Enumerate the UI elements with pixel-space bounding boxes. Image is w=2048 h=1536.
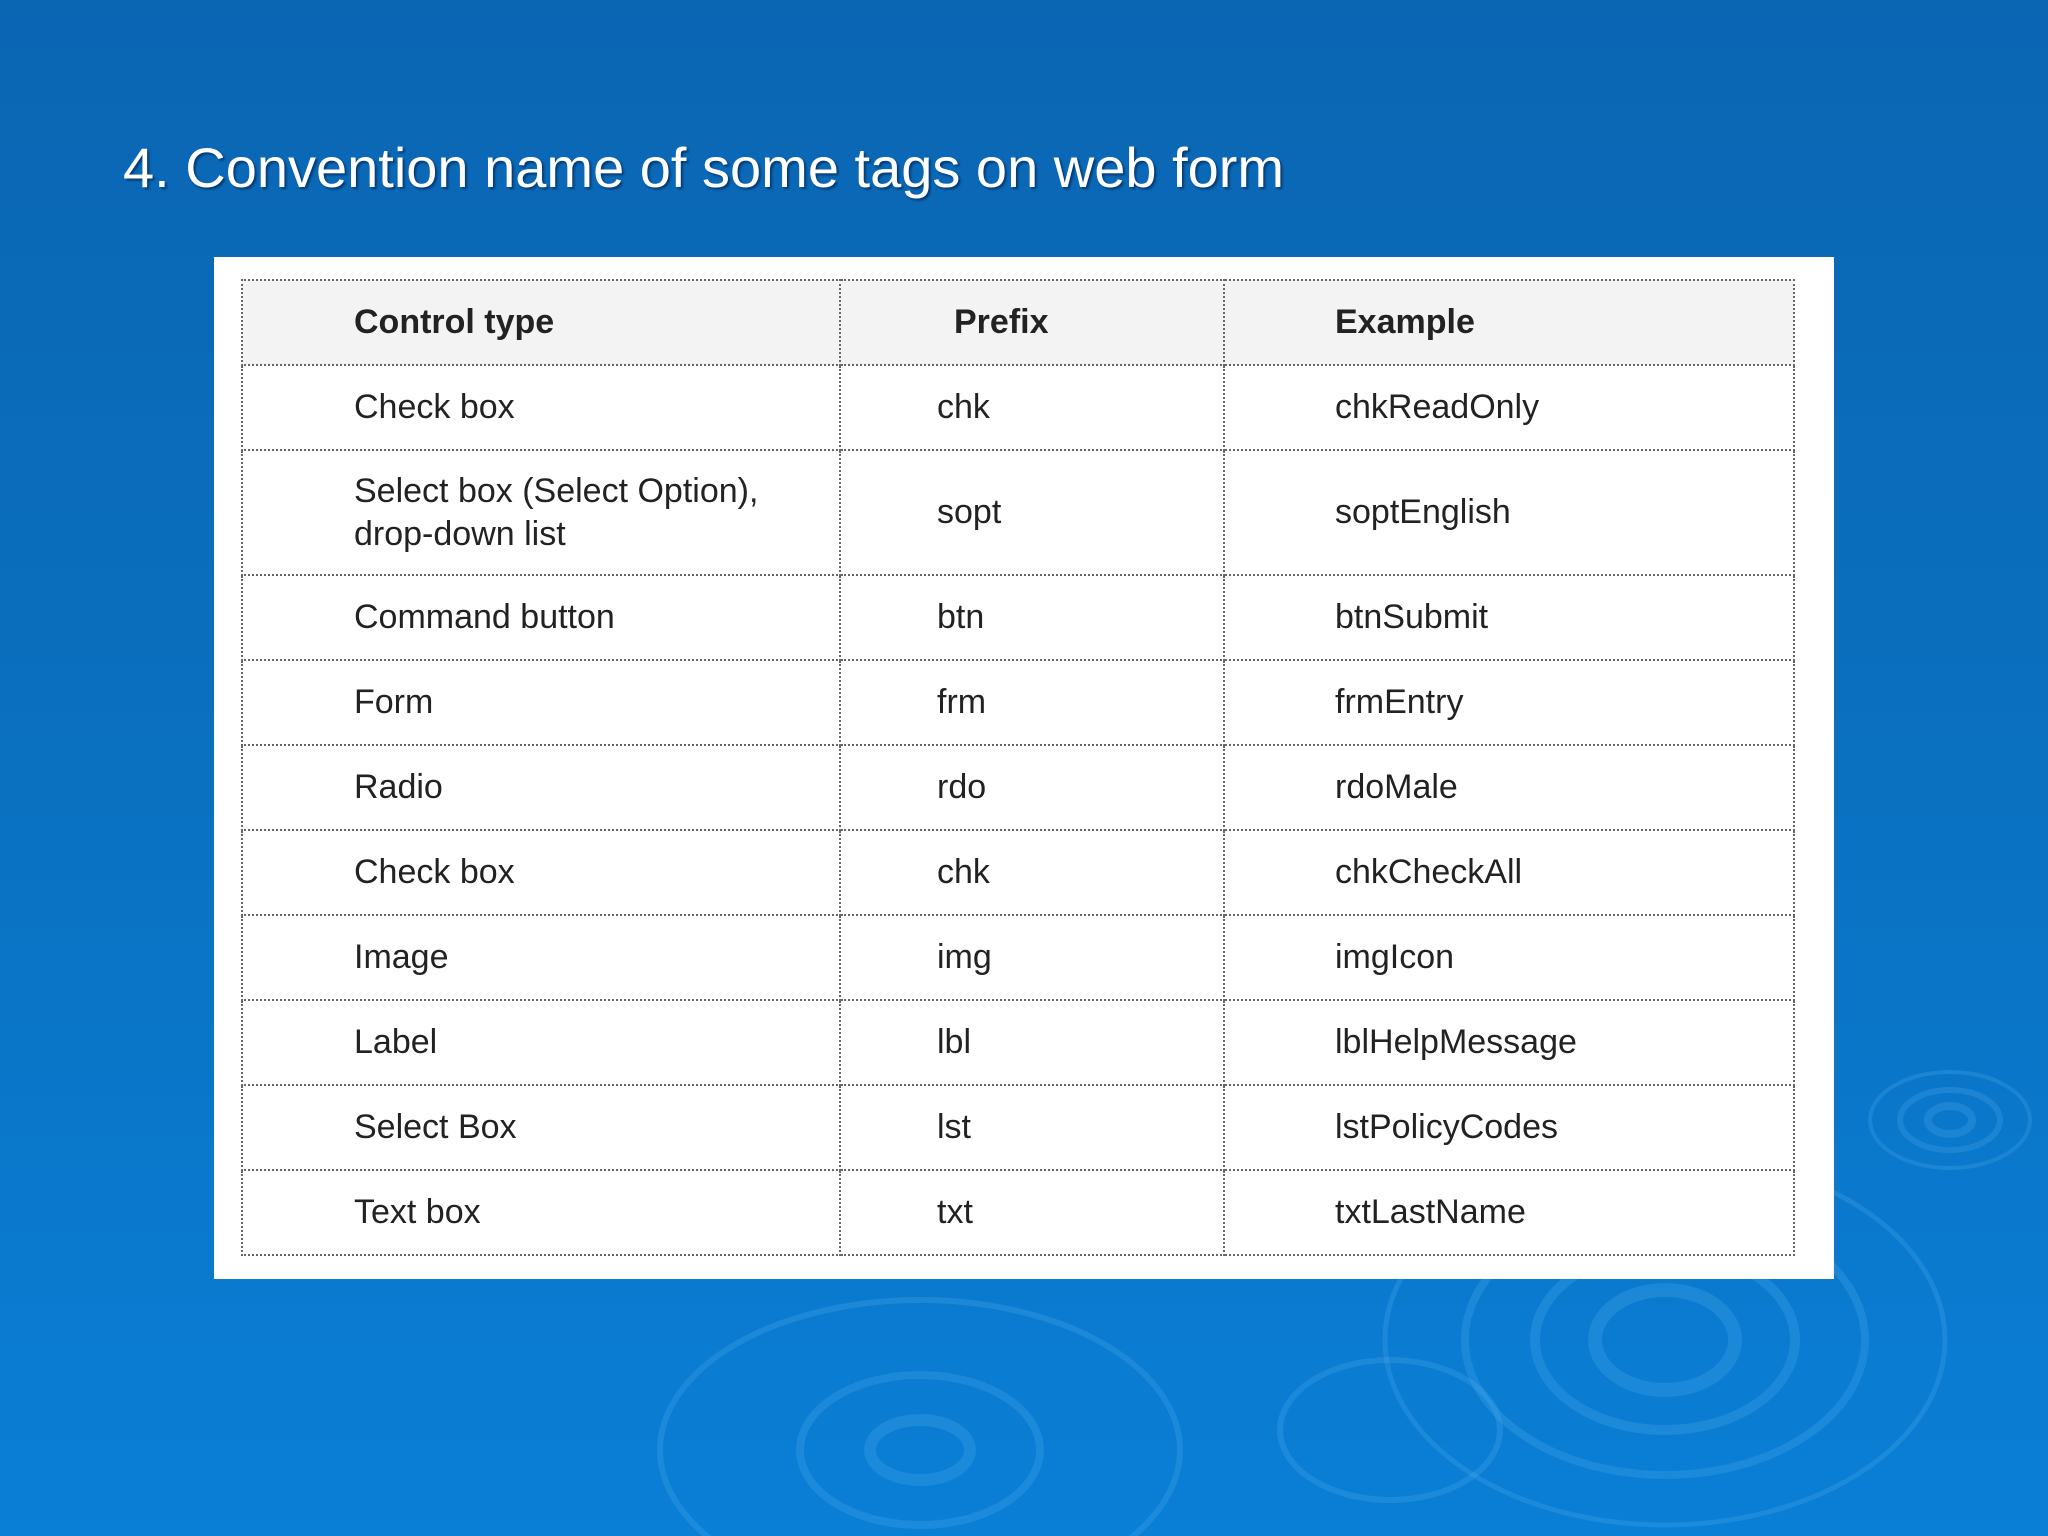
table-row (242, 830, 1794, 915)
cell-prefix: img (840, 915, 1224, 1000)
cell-control-type: Radio (242, 745, 840, 830)
cell-control-type: Command button (242, 575, 840, 660)
cell-example: txtLastName (1224, 1170, 1794, 1255)
table-row (242, 745, 1794, 830)
table-row (242, 450, 1794, 575)
cell-example: soptEnglish (1224, 450, 1794, 575)
cell-example: rdoMale (1224, 745, 1794, 830)
table-row (242, 915, 1794, 1000)
cell-example: lstPolicyCodes (1224, 1085, 1794, 1170)
cell-example: imgIcon (1224, 915, 1794, 1000)
cell-prefix: lbl (840, 1000, 1224, 1085)
slide-title: 4. Convention name of some tags on web form (123, 136, 1285, 199)
header-control-type: Control type (242, 280, 840, 365)
cell-example: lblHelpMessage (1224, 1000, 1794, 1085)
cell-prefix: chk (840, 365, 1224, 450)
header-example: Example (1224, 280, 1794, 365)
cell-prefix: rdo (840, 745, 1224, 830)
cell-prefix: frm (840, 660, 1224, 745)
cell-control-type: Text box (242, 1170, 840, 1255)
table-row (242, 1085, 1794, 1170)
cell-example: frmEntry (1224, 660, 1794, 745)
cell-example: chkReadOnly (1224, 365, 1794, 450)
cell-control-type: Form (242, 660, 840, 745)
table-row (242, 575, 1794, 660)
table-header-row (242, 280, 1794, 365)
table-row (242, 365, 1794, 450)
cell-prefix: txt (840, 1170, 1224, 1255)
header-prefix: Prefix (840, 280, 1224, 365)
cell-control-type: Label (242, 1000, 840, 1085)
table-row (242, 1170, 1794, 1255)
cell-prefix: chk (840, 830, 1224, 915)
cell-example: btnSubmit (1224, 575, 1794, 660)
cell-control-type: Select box (Select Option), drop-down list (242, 450, 840, 575)
cell-prefix: btn (840, 575, 1224, 660)
table-row (242, 1000, 1794, 1085)
cell-control-type: Check box (242, 830, 840, 915)
cell-control-type: Image (242, 915, 840, 1000)
table-row (242, 660, 1794, 745)
cell-prefix: sopt (840, 450, 1224, 575)
naming-convention-table (241, 279, 1795, 1256)
cell-control-type: Check box (242, 365, 840, 450)
cell-example: chkCheckAll (1224, 830, 1794, 915)
cell-control-type: Select Box (242, 1085, 840, 1170)
table-panel (214, 257, 1834, 1279)
cell-prefix: lst (840, 1085, 1224, 1170)
